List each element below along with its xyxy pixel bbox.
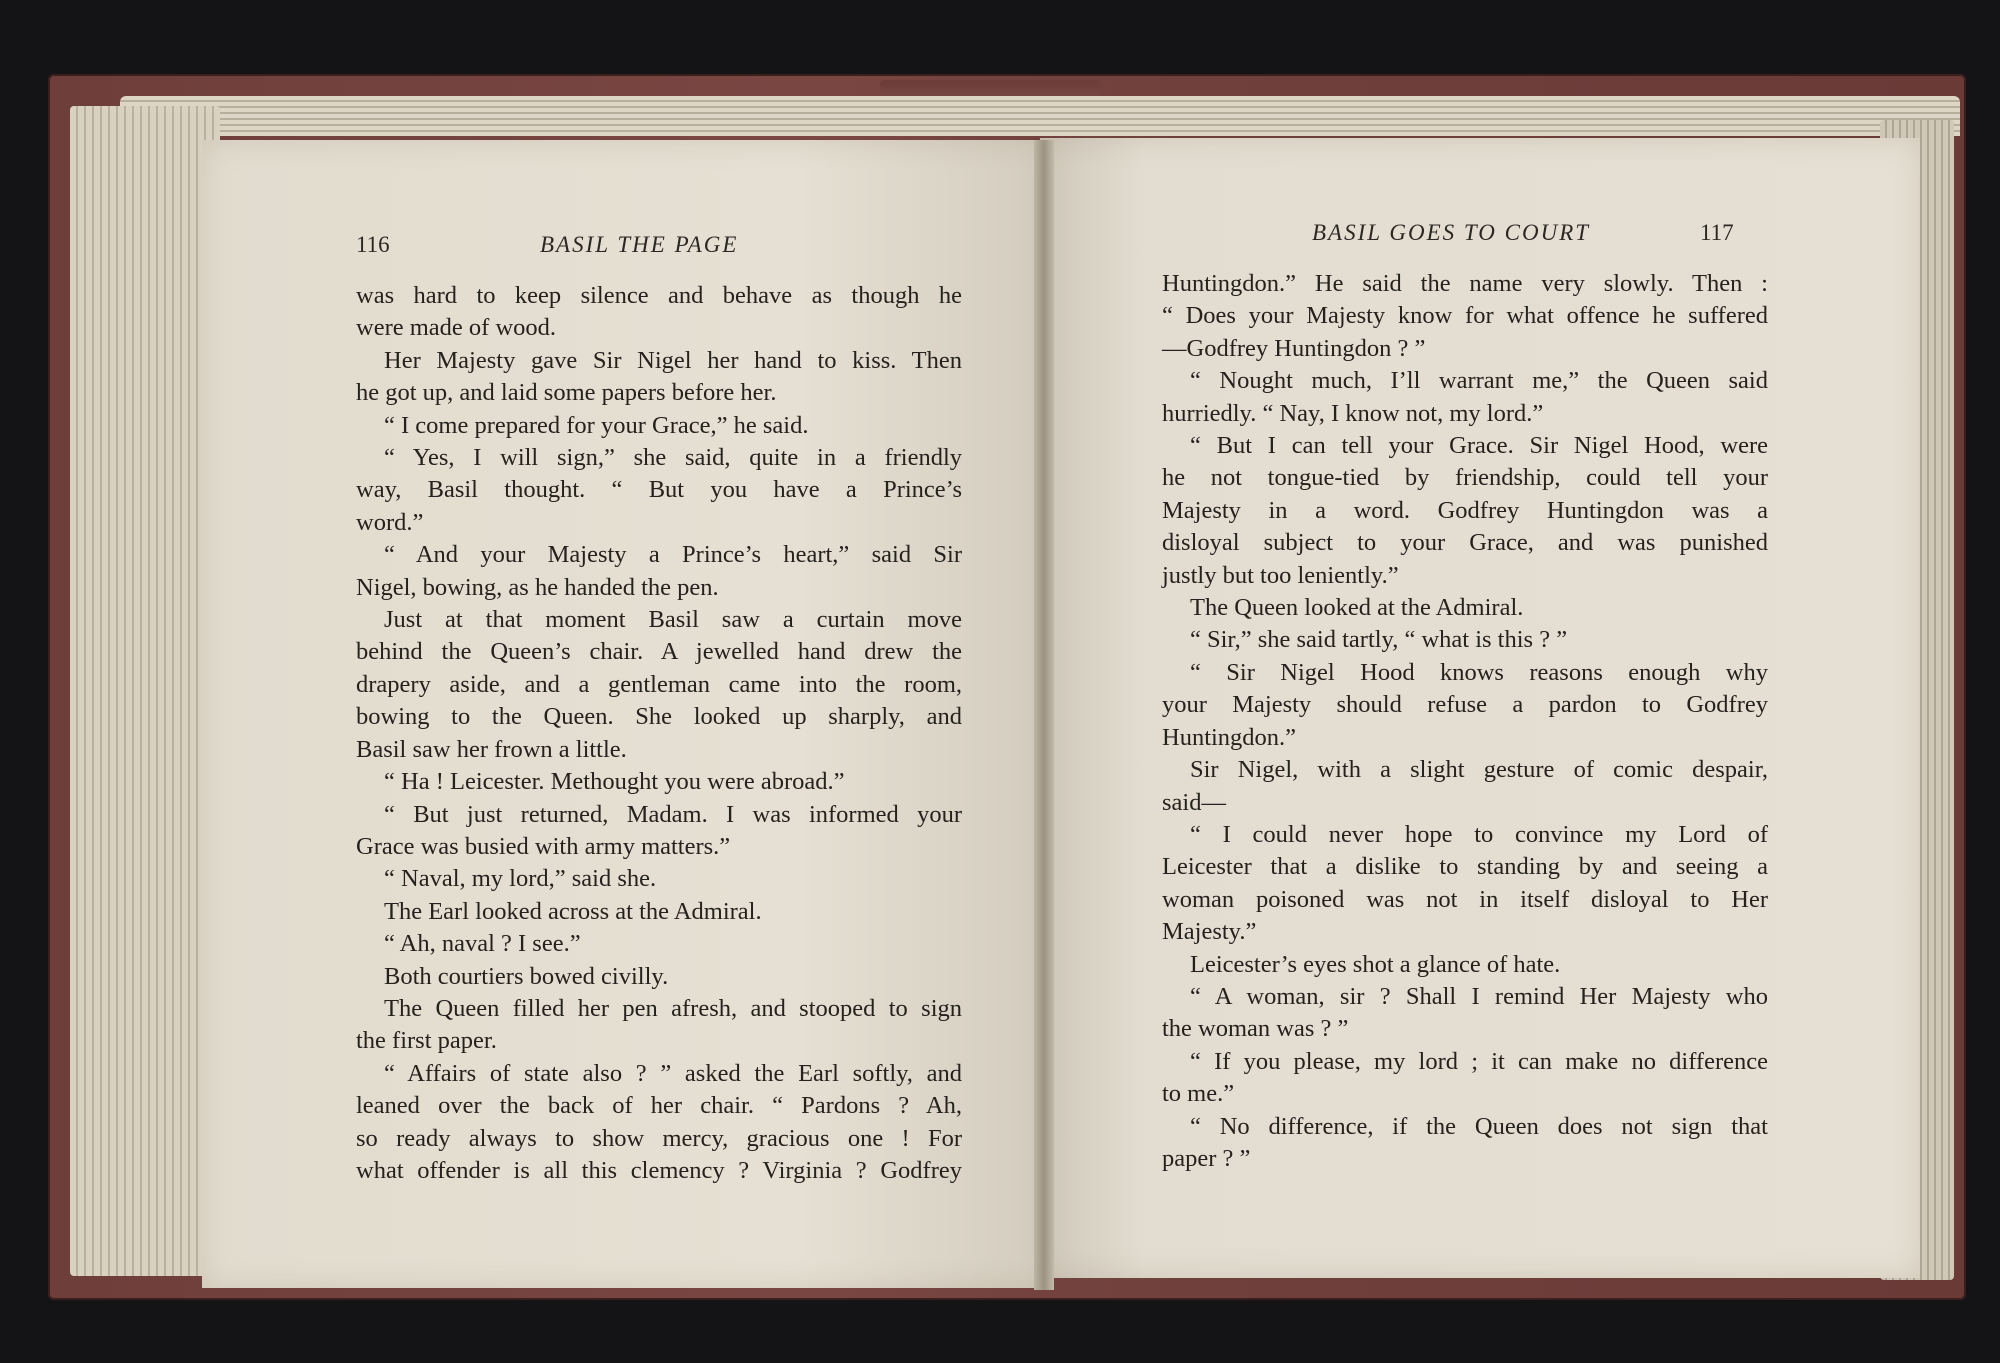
text-line: “ Sir,” she said tartly, “ what is this ? ”: [1190, 626, 1568, 654]
text-line: “ Naval, my lord,” said she.: [384, 865, 657, 893]
text-line: Grace was busied with army matters.”: [356, 832, 731, 860]
text-line: disloyal subject to your Grace, and was punished: [1162, 529, 1768, 557]
text-line: Nigel, bowing, as he handed the pen.: [356, 573, 719, 601]
right-page-text: [1162, 268, 1768, 1175]
page-edges-left: [70, 106, 220, 1276]
text-line: your Majesty should refuse a pardon to Godfrey: [1162, 691, 1768, 719]
text-line: woman poisoned was not in itself disloyal to Her: [1162, 885, 1768, 913]
text-line: so ready always to show mercy, gracious one ! For: [356, 1124, 962, 1152]
text-line: “ Does your Majesty know for what offence he suffered: [1162, 302, 1768, 330]
right-running-head: BASIL GOES TO COURT: [1312, 220, 1591, 245]
text-line: Both courtiers bowed civilly.: [384, 962, 669, 990]
text-line: Majesty.”: [1162, 918, 1257, 946]
text-line: The Queen filled her pen afresh, and stooped to sign: [384, 994, 962, 1022]
text-line: “ I could never hope to convince my Lord of: [1190, 820, 1768, 848]
text-line: to me.”: [1162, 1080, 1235, 1108]
text-line: The Queen looked at the Admiral.: [1190, 594, 1524, 622]
text-line: “ No difference, if the Queen does not sign that: [1190, 1112, 1768, 1140]
text-line: the woman was ? ”: [1162, 1015, 1349, 1043]
text-line: “ A woman, sir ? Shall I remind Her Majesty who: [1190, 982, 1768, 1010]
text-line: word.”: [356, 508, 424, 536]
text-line: drapery aside, and a gentleman came into the room,: [356, 670, 962, 698]
text-line: the first paper.: [356, 1027, 497, 1055]
text-line: “ But I can tell your Grace. Sir Nigel Hood, were: [1190, 432, 1768, 460]
text-line: justly but too leniently.”: [1162, 561, 1399, 589]
text-line: were made of wood.: [356, 314, 557, 342]
text-line: leaned over the back of her chair. “ Pardons ? Ah,: [356, 1092, 962, 1120]
text-line: Just at that moment Basil saw a curtain move: [384, 606, 962, 634]
text-line: Sir Nigel, with a slight gesture of comic despair,: [1190, 756, 1768, 784]
text-line: bowing to the Queen. She looked up sharply, and: [356, 703, 962, 731]
text-line: Basil saw her frown a little.: [356, 735, 627, 763]
text-line: Huntingdon.” He said the name very slowly. Then :: [1162, 270, 1768, 297]
text-line: Leicester’s eyes shot a glance of hate.: [1190, 950, 1561, 978]
text-line: he got up, and laid some papers before her.: [356, 379, 777, 407]
text-line: way, Basil thought. “ But you have a Prince’s: [356, 476, 962, 504]
text-line: “ Nought much, I’ll warrant me,” the Queen said: [1190, 367, 1768, 395]
text-line: —Godfrey Huntingdon ? ”: [1162, 334, 1426, 362]
text-line: “ Yes, I will sign,” she said, quite in a friendly: [384, 444, 962, 472]
left-page-text: [356, 280, 962, 1187]
text-line: Her Majesty gave Sir Nigel her hand to kiss. Then: [384, 346, 962, 374]
text-line: said—: [1162, 788, 1226, 816]
text-line: “ Ah, naval ? I see.”: [384, 930, 581, 958]
text-line: paper ? ”: [1162, 1144, 1251, 1172]
text-line: he not tongue-tied by friendship, could tell your: [1162, 464, 1768, 492]
text-line: “ Sir Nigel Hood knows reasons enough why: [1190, 658, 1768, 686]
page-edges-top: [120, 96, 1960, 136]
text-line: Huntingdon.”: [1162, 723, 1297, 751]
text-line: Majesty in a word. Godfrey Huntingdon was a: [1162, 496, 1768, 524]
text-line: “ And your Majesty a Prince’s heart,” said Sir: [384, 541, 962, 569]
text-line: “ If you please, my lord ; it can make no difference: [1190, 1047, 1768, 1075]
text-line: “ I come prepared for your Grace,” he said.: [384, 411, 809, 439]
text-line: “ But just returned, Madam. I was informed your: [384, 800, 962, 828]
text-line: “ Ha ! Leicester. Methought you were abroad.”: [384, 768, 845, 796]
text-line: hurriedly. “ Nay, I know not, my lord.”: [1162, 399, 1544, 427]
text-line: was hard to keep silence and behave as though he: [356, 282, 962, 309]
left-page-number: 116: [356, 232, 390, 257]
text-line: “ Affairs of state also ? ” asked the Earl softly, and: [384, 1059, 962, 1087]
text-line: The Earl looked across at the Admiral.: [384, 897, 762, 925]
text-line: Leicester that a dislike to standing by and seeing a: [1162, 853, 1768, 881]
book-gutter: [1034, 140, 1054, 1290]
left-running-head: BASIL THE PAGE: [540, 232, 739, 257]
text-line: what offender is all this clemency ? Virginia ? Godfrey: [356, 1156, 962, 1184]
right-page-number: 117: [1700, 220, 1734, 245]
text-line: behind the Queen’s chair. A jewelled hand drew the: [356, 638, 962, 666]
